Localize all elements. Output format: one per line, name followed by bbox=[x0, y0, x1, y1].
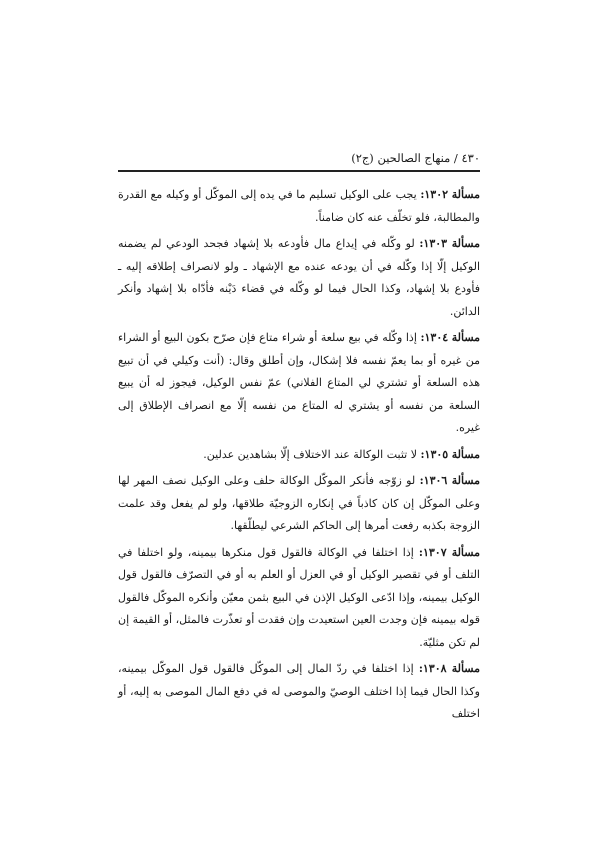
issue-paragraph bbox=[118, 470, 480, 538]
issue-paragraph bbox=[118, 233, 480, 323]
issue-number: ١٣٠٤: bbox=[420, 331, 449, 344]
book-page bbox=[118, 148, 480, 730]
issue-number: ١٣٠٥: bbox=[420, 447, 449, 461]
issue-label: مسألة bbox=[451, 545, 480, 559]
issue-label: مسألة bbox=[451, 662, 481, 675]
issue-paragraph bbox=[118, 444, 480, 467]
issue-paragraph bbox=[118, 184, 480, 229]
issue-text: لو زوّجه فأنكر الموكّل الوكالة حلف وعلى الوكيل نصف المهر لها وعلى الموكّل إن كان كاذباً في إنكاره الزوجيّة طلاقها، ولو لم يفعل وقد علمت الزوجة بكذبه رفعت أمرها إلى الحاكم الشرعي ليطلّقها. bbox=[118, 474, 480, 532]
page-body bbox=[118, 184, 480, 726]
running-header: ٤٣٠ / منهاج الصالحين (ج٢) bbox=[351, 151, 480, 165]
issue-text: لو وكّله في إيداع مال فأودعه بلا إشهاد فجحد الودعي لم يضمنه الوكيل إلّا إذا وكّله في أن يودعه عنده مع الإشهاد ـ ولو لانصراف إطلاقه إليه ـ فأودع بلا إشهاد، وكذا الحال فيما لو وكّله في قضاء دَيْنه فأدّاه بلا إشهاد وأنكر الدائن. bbox=[118, 237, 480, 318]
issue-number: ١٣٠٣: bbox=[419, 237, 448, 250]
issue-paragraph bbox=[118, 658, 480, 726]
issue-number: ١٣٠٦: bbox=[419, 474, 448, 487]
issue-number: ١٣٠٢: bbox=[420, 188, 449, 201]
issue-label: مسألة bbox=[451, 331, 481, 344]
issue-paragraph bbox=[118, 542, 480, 655]
issue-text: إذا اختلفا في ردّ المال إلى الموكّل فالقول قول الموكّل بيمينه، وكذا الحال فيما إذا اختلف الوصيّ والموصى له في دفع المال الموصى به إليه، أو اختلف bbox=[118, 662, 480, 720]
issue-paragraph bbox=[118, 327, 480, 440]
issue-text: لا تثبت الوكالة عند الاختلاف إلّا بشاهدين عدلين. bbox=[203, 447, 417, 461]
issue-text: إذا وكّله في بيع سلعة أو شراء متاع فإن صرّح بكون البيع أو الشراء من غيره أو بما يعمّ نفسه فلا إشكال، وإن أطلق وقال: (أنت وكيلي في أن تبيع هذه السلعة أو تشتري لي المتاع الفلاني) عمّ نفس الوكيل، فيجوز له أن يبيع السلعة من نفسه أو يشتري له المتاع من نفسه إلّا مع انصراف الإطلاق إلى غيره. bbox=[118, 331, 480, 434]
header-rule bbox=[118, 170, 480, 172]
issue-text: إذا اختلفا في الوكالة فالقول قول منكرها بيمينه، ولو اختلفا في التلف أو في تقصير الوكيل أو في العزل أو العلم به أو في التصرّف فالقول قول الوكيل بيمينه، وإذا ادّعى الوكيل الإذن في البيع بثمن معيّن وأنكره الموكّل فالقول قوله بيمينه فإن وجدت العين استعيدت وإن فقدت أو تعذّرت فالمثل، أو القيمة إن لم تكن مثليّة. bbox=[118, 545, 480, 649]
issue-label: مسألة bbox=[451, 447, 480, 461]
issue-label: مسألة bbox=[451, 474, 481, 487]
issue-text: يجب على الوكيل تسليم ما في يده إلى الموكّل أو وكيله مع القدرة والمطالبة، فلو تخلّف عنه كان ضامناً. bbox=[118, 188, 480, 224]
issue-label: مسألة bbox=[451, 237, 481, 250]
issue-number: ١٣٠٨: bbox=[418, 662, 447, 675]
issue-label: مسألة bbox=[451, 188, 481, 201]
issue-number: ١٣٠٧: bbox=[418, 545, 447, 559]
